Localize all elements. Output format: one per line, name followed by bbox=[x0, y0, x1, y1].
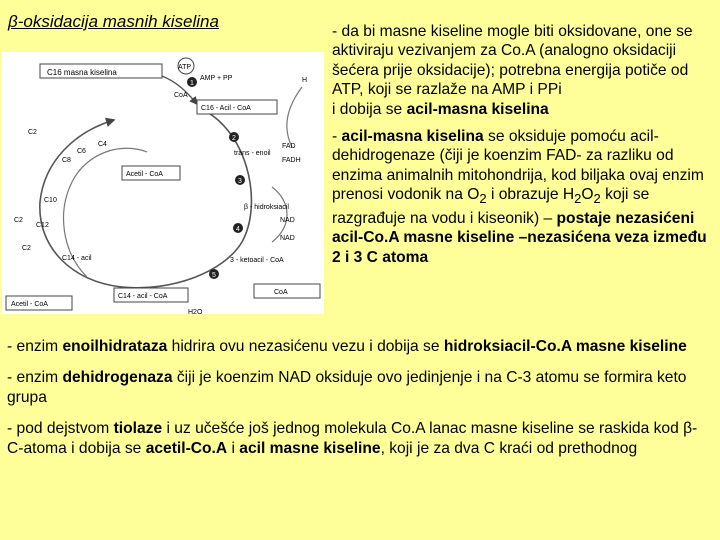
c-label-7: C2 bbox=[14, 217, 23, 224]
right-text-column bbox=[332, 22, 714, 275]
c-label-5: C10 bbox=[44, 197, 57, 204]
keto-label: 3 - ketoacil - CoA bbox=[230, 257, 284, 264]
step-5: 5 bbox=[212, 272, 216, 279]
amp-label: AMP + PP bbox=[200, 75, 233, 82]
acetil-bot-label: Acetil - CoA bbox=[11, 301, 48, 308]
hydration-paragraph: - enzim enoilhidrataza hidrira ovu nezasićenu vezu i dobija se hidroksiacil-Co.A masne kiseline bbox=[7, 338, 687, 355]
page-title: β-oksidacija masnih kiselina bbox=[8, 12, 219, 31]
coa-right-label: CoA bbox=[274, 289, 288, 296]
thiolysis-paragraph: - pod dejstvom tiolaze i uz učešće još jednog molekula Co.A lanac masne kiseline se raskida kod β-C-atoma i dobija se acetil-Co.A i acil masne kiseline, koji je za dva C kraći od prethodnog bbox=[7, 420, 698, 457]
c-label-1: C2 bbox=[28, 129, 37, 136]
c-label-6: C12 bbox=[36, 222, 49, 229]
beta-oxidation-diagram bbox=[2, 52, 324, 314]
c16-label: C16 masna kiselina bbox=[47, 68, 117, 77]
fad-label: FAD bbox=[282, 143, 296, 150]
h2o-label: H2O bbox=[188, 309, 203, 314]
atp-label: ATP bbox=[178, 64, 192, 71]
lower-text bbox=[7, 337, 713, 470]
nad-label: NAD bbox=[280, 217, 295, 224]
coa-label: CoA bbox=[174, 92, 188, 99]
fad-arrow bbox=[287, 87, 302, 147]
c-label-2: C4 bbox=[98, 141, 107, 148]
c14coa-label: C14 - acil - CoA bbox=[118, 293, 168, 300]
c-label-8: C2 bbox=[22, 245, 31, 252]
c16coa-label: C16 - Acil - CoA bbox=[201, 105, 251, 112]
c-label-3: C6 bbox=[77, 148, 86, 155]
dehydrogenation-paragraph: - enzim dehidrogenaza čiji je koenzim NAD oksiduje ovo jedinjenje i na C-3 atomu se formira keto grupa bbox=[7, 369, 687, 406]
step-3: 3 bbox=[238, 178, 242, 185]
diagram-svg bbox=[2, 52, 324, 314]
activation-paragraph: - da bi masne kiseline mogle biti oksidovane, one se aktiviraju vezivanjem za Co.A (analogno oksidaciji šećera prije oksidacije); potrebna energija potiče od ATP, koji se razlaže na AMP i PPi i dobija se acil-masna kiselina bbox=[332, 23, 693, 118]
c14acil-label: C14 - acil bbox=[62, 255, 92, 262]
acetil-mid-label: Acetil - CoA bbox=[126, 171, 163, 178]
step-1: 1 bbox=[190, 80, 194, 87]
c-label-4: C8 bbox=[62, 157, 71, 164]
h2o2-label: H bbox=[302, 77, 308, 84]
nadh-label: NAD bbox=[280, 235, 295, 242]
hydroxy-label: β - hidroksiacil bbox=[244, 204, 289, 211]
trans-label: trans - enoil bbox=[234, 150, 271, 157]
step-2: 2 bbox=[232, 135, 236, 142]
oxidation-paragraph: - acil-masna kiselina se oksiduje pomoću acil-dehidrogenaze (čiji je koenzim FAD- za razliku od enzima animalnih mitohondrija, kod biljaka ovaj enzim prenosi vodonik na $O_2$ i obrazuje $H_2O_2$ koji se razgrađuje na vodu i kiseonik) – postaje nezasićeni acil-Co.A masne kiseline –nezasićena veza između 2 i 3 C atoma bbox=[332, 128, 707, 266]
fadh-label: FADH bbox=[282, 157, 301, 164]
step-4: 4 bbox=[236, 226, 240, 233]
nad-arrow bbox=[272, 187, 287, 242]
